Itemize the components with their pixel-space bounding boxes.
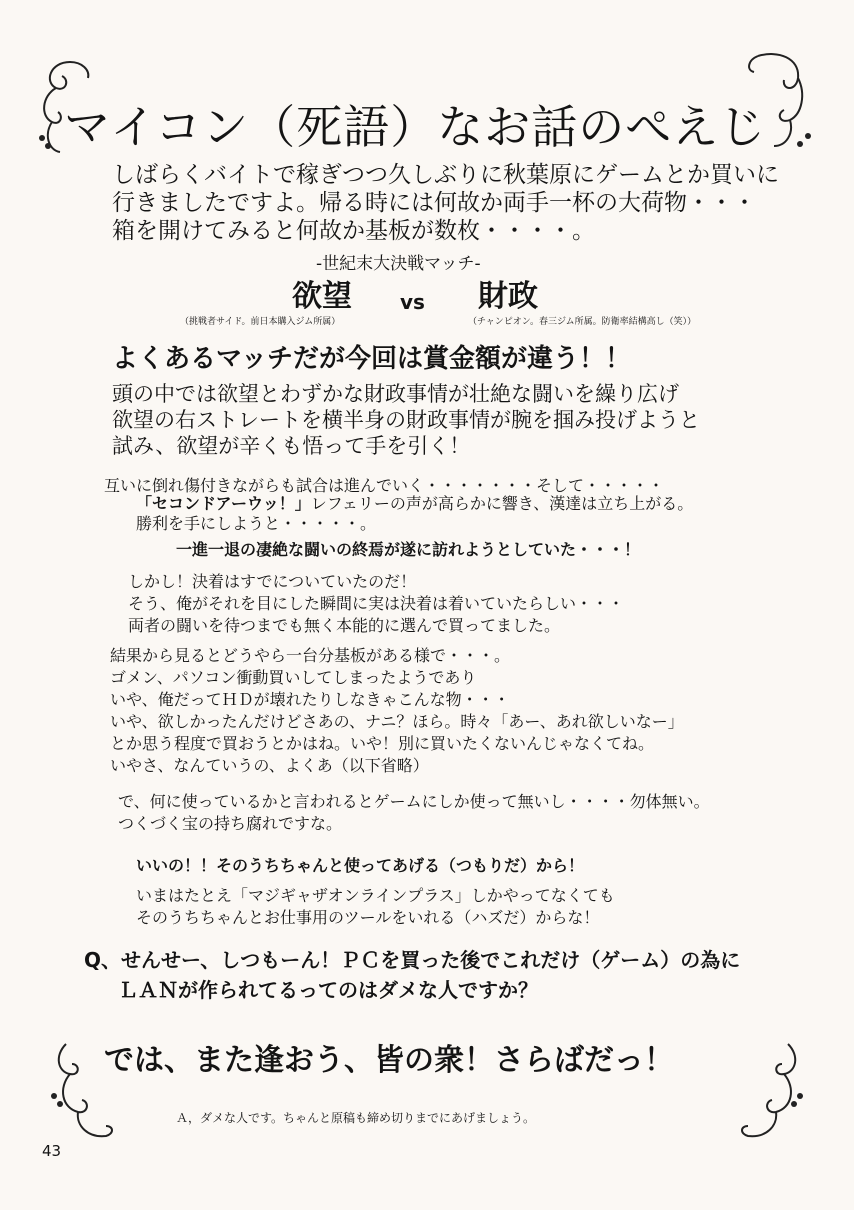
intro-line-1: しばらくバイトで稼ぎつつ久しぶりに秋葉原にゲームとか買いに [112, 162, 779, 188]
referee-quote-rest: レフェリーの声が高らかに響き、漢達は立ち上がる。 [310, 494, 694, 513]
match-right-name: 財政 [478, 279, 538, 314]
question-line-1: Q、せんせー、しつもーん！ＰＣを買った後でこれだけ（ゲーム）の為に [84, 948, 741, 972]
match-vs: vs [400, 290, 425, 314]
body6-bold-line: いいの！！そのうちちゃんと使ってあげる（つもりだ）から！ [136, 856, 585, 875]
body2-line-1: 互いに倒れ傷付きながらも試合は進んでいく・・・・・・・そして・・・・・ [104, 476, 665, 495]
intro-line-3: 箱を開けてみると何故か基板が数枚・・・・。 [112, 218, 595, 244]
question-line-2: ＬＡＮが作られてるってのはダメな人ですか？ [118, 978, 538, 1002]
match-left-name: 欲望 [292, 279, 352, 314]
body2-line-4: 一進一退の凄絶な闘いの終焉が遂に訪れようとしていた・・・！ [176, 540, 641, 559]
farewell: では、また逢おう、皆の衆！さらばだっ！ [104, 1043, 674, 1078]
answer: Ａ，ダメな人です。ちゃんと原稿も締め切りまでにあげましょう。 [176, 1111, 536, 1125]
body4-line-5: とか思う程度で買おうとかはね。いや！別に買いたくないんじゃなくてね。 [110, 734, 655, 753]
body5-line-1: で、何に使っているかと言われるとゲームにしか使って無いし・・・・勿体無い。 [118, 792, 710, 811]
body2-line-3: 勝利を手にしようと・・・・・。 [136, 514, 377, 533]
body1-line-3: 試み、欲望が辛くも悟って手を引く！ [112, 434, 471, 458]
intro-line-2: 行きましたですよ。帰る時には何故か両手一杯の大荷物・・・ [112, 190, 756, 216]
body4-line-4: いや、欲しかったんだけどさあの、ナニ？ほら。時々「あー、あれ欲しいなー」 [110, 712, 684, 731]
body1-line-2: 欲望の右ストレートを横半身の財政事情が腕を掴み投げようと [112, 408, 700, 432]
body3-line-2: そう、俺がそれを目にした瞬間に実は決着は着いていたらしい・・・ [128, 594, 625, 613]
match-left-note: （挑戦者サイド。前日本購入ジム所属） [180, 317, 341, 327]
body5-line-2: つくづく宝の持ち腐れですな。 [118, 814, 343, 833]
body4-line-1: 結果から見るとどうやら一台分基板がある様で・・・。 [110, 646, 511, 665]
swirl-ornament-bottom-right-icon [734, 1036, 814, 1146]
body4-line-2: ゴメン、パソコン衝動買いしてしまったようであり [110, 668, 477, 687]
headline: よくあるマッチだが今回は賞金額が違う！！ [112, 344, 631, 374]
body1-line-1: 頭の中では欲望とわずかな財政事情が壮絶な闘いを繰り広げ [112, 382, 679, 406]
page-number: 43 [42, 1142, 62, 1160]
body2-line-2 [136, 496, 693, 512]
body6-line-2: そのうちちゃんとお仕事用のツールをいれる（ハズだ）からな！ [136, 908, 600, 927]
match-heading: -世紀末大決戦マッチ- [316, 254, 481, 274]
body3-line-1: しかし！決着はすでについていたのだ！ [128, 572, 417, 591]
match-right-note: （チャンピオン。春三ジム所属。防衛率結構高し（笑）） [468, 317, 697, 327]
body3-line-3: 両者の闘いを待つまでも無く本能的に選んで買ってました。 [128, 616, 561, 635]
body6-line-1: いまはたとえ「マジギャザオンラインプラス」しかやってなくても [136, 886, 615, 905]
page-title: マイコン（死語）なお話のぺえじ [64, 100, 767, 154]
body4-line-6: いやさ、なんていうの、よくあ（以下省略） [110, 756, 429, 775]
body4-line-3: いや、俺だってＨＤが壊れたりしなきゃこんな物・・・ [110, 690, 510, 709]
referee-quote: 「セコンドアーウッ！」 [136, 494, 311, 513]
